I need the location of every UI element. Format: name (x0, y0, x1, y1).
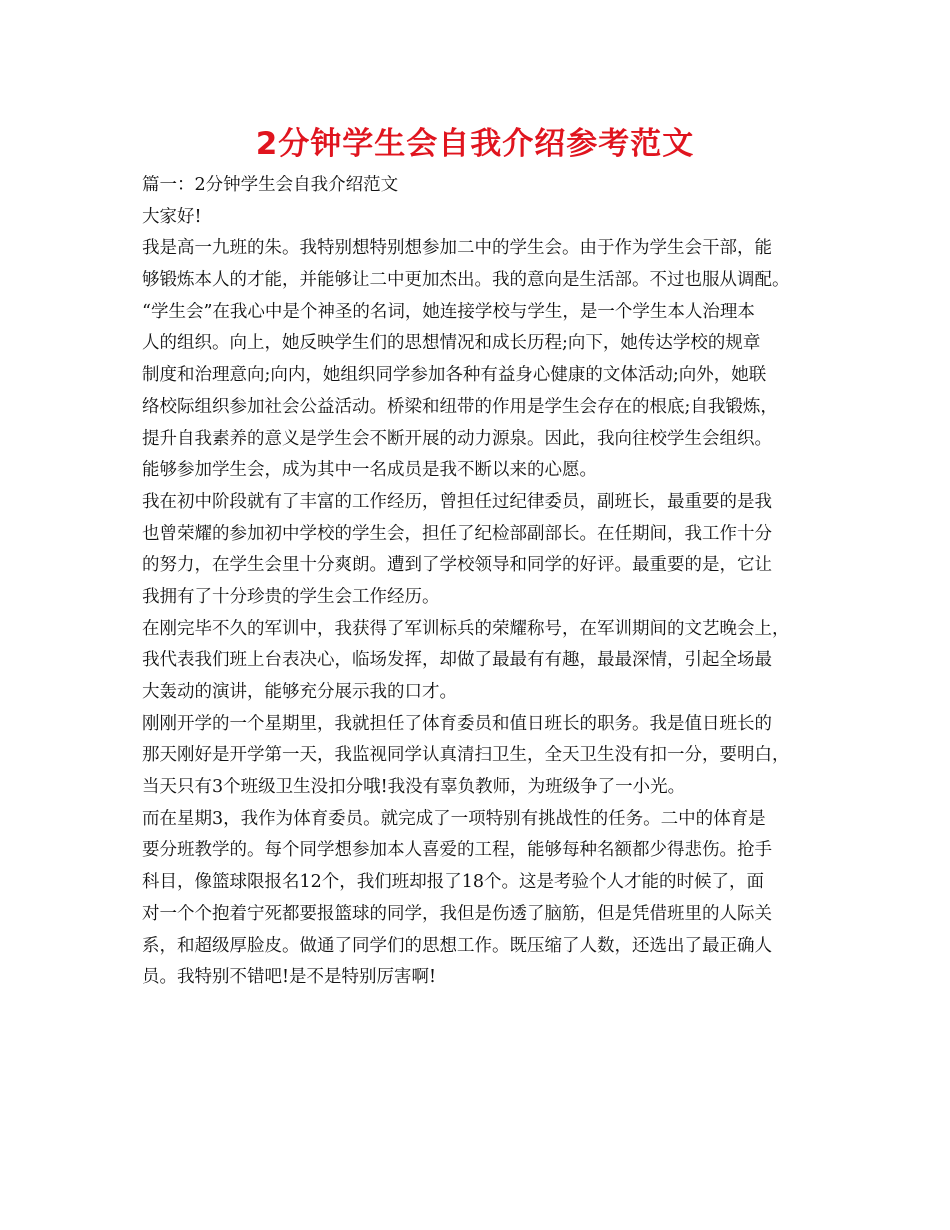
text-line: 我在初中阶段就有了丰富的工作经历，曾担任过纪律委员，副班长，最重要的是我 (142, 491, 772, 512)
text-line: 我拥有了十分珍贵的学生会工作经历。 (142, 586, 440, 607)
text-line: 提升自我素养的意义是学生会不断开展的动力源泉。因此，我向往校学生会组织。 (142, 428, 772, 449)
text-line: “学生会”在我心中是个神圣的名词，她连接学校与学生，是一个学生本人治理本 (142, 301, 755, 322)
text-line: 而在星期3，我作为体育委员。就完成了一项特别有挑战性的任务。二中的体育是 (142, 808, 766, 829)
text-line: 大家好! (142, 206, 202, 227)
text-line: 系，和超级厚脸皮。做通了同学们的思想工作。既压缩了人数，还选出了最正确人 (142, 935, 772, 956)
text-line: 科目，像篮球限报名12个，我们班却报了18个。这是考验个人才能的时候了，面 (142, 872, 765, 893)
text-line: 在刚完毕不久的军训中，我获得了军训标兵的荣耀称号，在军训期间的文艺晚会上， (142, 618, 790, 639)
text-line: 那天刚好是开学第一天，我监视同学认真清扫卫生，全天卫生没有扣一分，要明白， (142, 745, 790, 766)
text-line: 大轰动的演讲，能够充分展示我的口才。 (142, 682, 457, 702)
text-line: 对一个个抱着宁死都要报篮球的同学，我但是伤透了脑筋，但是凭借班里的人际关 (142, 903, 772, 924)
document-body (142, 170, 816, 994)
text-line: 制度和治理意向;向内，她组织同学参加各种有益身心健康的文体活动;向外，她联 (142, 365, 767, 386)
text-line: 能够参加学生会，成为其中一名成员是我不断以来的心愿。 (142, 460, 597, 481)
document-title: 2分钟学生会自我介绍参考范文 (255, 126, 695, 162)
text-line: 够锻炼本人的才能，并能够让二中更加杰出。我的意向是生活部。不过也服从调配。 (142, 270, 790, 291)
text-line: 人的组织。向上，她反映学生们的思想情况和成长历程;向下，她传达学校的规章 (142, 333, 761, 354)
text-line: 也曾荣耀的参加初中学校的学生会，担任了纪检部副部长。在任期间，我工作十分 (142, 523, 772, 544)
text-line: 篇一：2分钟学生会自我介绍范文 (142, 175, 399, 195)
text-line: 我代表我们班上台表决心，临场发挥，却做了最最有有趣，最最深情，引起全场最 (142, 650, 772, 671)
text-line: 刚刚开学的一个星期里，我就担任了体育委员和值日班长的职务。我是值日班长的 (142, 713, 772, 734)
text-line: 我是高一九班的朱。我特别想特别想参加二中的学生会。由于作为学生会干部，能 (142, 238, 772, 259)
text-line: 的努力，在学生会里十分爽朗。遭到了学校领导和同学的好评。最重要的是，它让 (142, 555, 772, 576)
text-line: 当天只有3个班级卫生没扣分哦!我没有辜负教师，为班级争了一小光。 (142, 777, 686, 798)
text-line: 络校际组织参加社会公益活动。桥梁和纽带的作用是学生会存在的根底;自我锻炼， (142, 396, 778, 417)
text-line: 要分班教学的。每个同学想参加本人喜爱的工程，能够每种名额都少得悲伤。抢手 (142, 840, 772, 861)
text-line: 员。我特别不错吧!是不是特别厉害啊! (142, 967, 437, 988)
